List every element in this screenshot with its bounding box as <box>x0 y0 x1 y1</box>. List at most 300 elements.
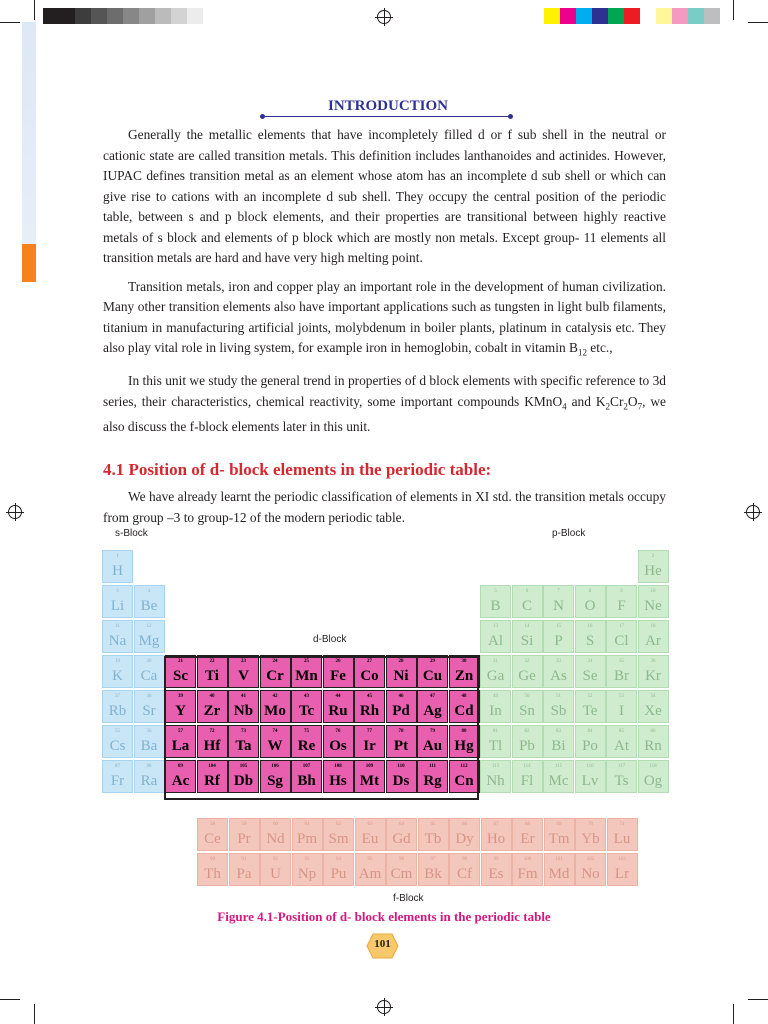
element-symbol: Sn <box>519 703 535 719</box>
element-cell-be <box>134 585 165 618</box>
element-cell-fe <box>323 655 354 688</box>
element-symbol: Sb <box>550 703 567 719</box>
atomic-number: 56 <box>146 729 152 734</box>
element-symbol: W <box>267 738 283 754</box>
element-symbol: Pm <box>296 831 317 847</box>
paragraph-2 <box>103 277 666 364</box>
element-symbol: B <box>490 598 501 614</box>
element-cell-ge <box>512 655 543 688</box>
atomic-number: 32 <box>524 659 530 664</box>
element-cell-au <box>417 725 448 758</box>
element-cell-ti <box>197 655 228 688</box>
element-symbol: Ts <box>614 773 629 789</box>
p-block-label: p-Block <box>552 528 586 539</box>
registration-target-bottom-icon <box>377 1000 391 1014</box>
atomic-number: 13 <box>493 624 498 629</box>
paragraph-1: Generally the metallic elements that have incompletely filled d or f sub shell in the neutral or cationic state are called transition metals. This definition includes lanthanoides and actinides. However, IUPAC defines transition metal as an element whose atom has an incomplete d sub shell or which can give rise to cations with an incomplete d sub shell. They occupy the central position of the periodic table, between s and p block elements, and their properties are transitional between highly reactive metals of s block and elements of p block which are mostly non metals. Except group- 11 elements all transition metals are hard and have very high melting point. <box>103 127 666 265</box>
element-symbol: V <box>238 668 249 684</box>
atomic-number: 11 <box>115 624 120 629</box>
element-symbol: Cs <box>109 738 126 754</box>
element-symbol: Te <box>582 703 598 719</box>
element-cell-cm <box>386 853 417 886</box>
crop-mark <box>34 0 35 20</box>
element-cell-in <box>480 690 511 723</box>
element-symbol: Pd <box>392 703 410 719</box>
atomic-number: 77 <box>367 729 372 734</box>
atomic-number: 113 <box>491 764 500 769</box>
element-cell-th <box>197 853 228 886</box>
element-symbol: Np <box>297 866 317 882</box>
registration-swatch <box>203 8 219 24</box>
element-cell-xe <box>638 690 669 723</box>
atomic-number: 42 <box>272 694 278 699</box>
atomic-number: 29 <box>430 659 435 664</box>
formula-subscript: 7 <box>637 401 643 412</box>
element-cell-no <box>575 853 606 886</box>
atomic-number: 90 <box>210 857 215 862</box>
formula-o: O <box>627 393 638 409</box>
element-symbol: Eu <box>361 831 379 847</box>
atomic-number: 79 <box>430 729 435 734</box>
atomic-number: 49 <box>493 694 498 699</box>
atomic-number: 102 <box>586 857 595 862</box>
element-symbol: Cn <box>454 773 474 789</box>
element-symbol: Ta <box>235 738 252 754</box>
registration-swatch <box>608 8 624 24</box>
element-cell-tl <box>480 725 511 758</box>
element-symbol: Th <box>204 866 221 882</box>
element-symbol: Hf <box>203 738 221 754</box>
element-cell-es <box>481 853 512 886</box>
element-cell-re <box>291 725 322 758</box>
element-symbol: Ne <box>644 598 662 614</box>
element-symbol: U <box>270 866 281 882</box>
element-symbol: Po <box>582 738 598 754</box>
element-symbol: C <box>521 598 532 614</box>
element-cell-mc <box>543 760 574 793</box>
atomic-number: 97 <box>430 857 436 862</box>
element-symbol: Tm <box>548 831 570 847</box>
element-cell-mn <box>291 655 322 688</box>
registration-swatch <box>544 8 560 24</box>
atomic-number: 107 <box>302 764 311 769</box>
element-symbol: Ga <box>486 668 505 684</box>
element-cell-fr <box>102 760 133 793</box>
element-cell-fm <box>512 853 543 886</box>
element-cell-ar <box>638 620 669 653</box>
atomic-number: 80 <box>461 729 467 734</box>
element-cell-o <box>575 585 606 618</box>
registration-swatch <box>576 8 592 24</box>
element-symbol: O <box>584 598 596 614</box>
element-cell-pu <box>323 853 354 886</box>
element-cell-lr <box>607 853 638 886</box>
element-cell-rn <box>638 725 669 758</box>
atomic-number: 94 <box>336 857 341 862</box>
element-symbol: Md <box>548 866 570 882</box>
element-cell-ga <box>480 655 511 688</box>
element-symbol: Br <box>614 668 629 684</box>
atomic-number: 41 <box>241 694 246 699</box>
element-symbol: Rb <box>108 703 127 719</box>
element-symbol: Pu <box>330 866 347 882</box>
atomic-number: 115 <box>554 764 563 769</box>
atomic-number: 1 <box>116 554 119 559</box>
element-symbol: Am <box>358 866 382 882</box>
element-cell-mo <box>260 690 291 723</box>
atomic-number: 57 <box>178 729 183 734</box>
element-cell-as <box>543 655 574 688</box>
atomic-number: 33 <box>556 659 561 664</box>
element-cell-rh <box>354 690 385 723</box>
element-cell-nb <box>228 690 259 723</box>
atomic-number: 26 <box>335 659 341 664</box>
element-symbol: Db <box>233 773 254 789</box>
formula-kmno4: KMnO <box>524 393 563 409</box>
element-cell-yb <box>575 818 606 851</box>
element-symbol: Gd <box>392 831 411 847</box>
element-symbol: Bi <box>551 738 566 754</box>
atomic-number: 118 <box>649 764 657 769</box>
heading-rule-dot <box>260 114 265 119</box>
d-block-label: d-Block <box>313 634 347 645</box>
element-symbol: Ti <box>205 668 219 684</box>
element-cell-tc <box>291 690 322 723</box>
element-symbol: Dy <box>455 831 474 847</box>
paragraph-2-text: Transition metals, iron and copper play an important role in the development of human civilization. Many other transition elements also have important applications such as tungsten in light bulb filaments, titanium in manufacturing artificial joints, molybdenum in boiler plants, platinum in catalysis etc. They also play vital role in living system, for example iron in hemoglobin, cobalt in vitamin <box>103 278 666 355</box>
element-symbol: Se <box>582 668 598 684</box>
element-cell-cl <box>606 620 637 653</box>
crop-mark <box>748 22 768 23</box>
element-cell-ta <box>228 725 259 758</box>
element-symbol: Zn <box>454 668 474 684</box>
element-cell-cf <box>449 853 480 886</box>
element-cell-f <box>606 585 637 618</box>
paragraph-3-end: , we also discuss the f-block elements later in this unit. <box>103 393 666 434</box>
element-symbol: Er <box>520 831 535 847</box>
element-cell-la <box>165 725 196 758</box>
element-symbol: La <box>171 738 190 754</box>
registration-swatch <box>171 8 187 24</box>
element-symbol: Nd <box>266 831 285 847</box>
atomic-number: 66 <box>462 822 467 827</box>
atomic-number: 47 <box>430 694 435 699</box>
atomic-number: 109 <box>365 764 374 769</box>
element-cell-sr <box>134 690 165 723</box>
element-cell-mt <box>354 760 385 793</box>
atomic-number: 86 <box>650 729 656 734</box>
registration-swatch <box>560 8 576 24</box>
element-cell-te <box>575 690 606 723</box>
atomic-number: 44 <box>335 694 341 699</box>
atomic-number: 59 <box>241 822 247 827</box>
registration-swatch <box>656 8 672 24</box>
element-symbol: Na <box>108 633 127 649</box>
grayscale-registration-bar <box>43 8 219 24</box>
element-symbol: Cl <box>614 633 629 649</box>
element-symbol: Rn <box>644 738 662 754</box>
atomic-number: 87 <box>115 764 120 769</box>
atomic-number: 78 <box>398 729 404 734</box>
registration-swatch <box>624 8 640 24</box>
atomic-number: 15 <box>556 624 561 629</box>
atomic-number: 8 <box>588 589 592 594</box>
element-symbol: At <box>614 738 629 754</box>
element-symbol: K <box>112 668 123 684</box>
element-symbol: Pr <box>237 831 251 847</box>
registration-swatch <box>59 8 75 24</box>
element-cell-h <box>102 550 133 583</box>
element-symbol: Lr <box>614 866 630 882</box>
atomic-number: 25 <box>304 659 309 664</box>
element-symbol: Au <box>422 738 443 754</box>
atomic-number: 28 <box>398 659 404 664</box>
element-cell-cd <box>449 690 480 723</box>
registration-swatch <box>43 8 59 24</box>
atomic-number: 106 <box>271 764 279 769</box>
element-cell-pb <box>512 725 543 758</box>
atomic-number: 10 <box>650 589 656 594</box>
element-cell-sm <box>323 818 354 851</box>
crop-mark <box>733 1004 734 1024</box>
atomic-number: 92 <box>273 857 278 862</box>
atomic-number: 39 <box>178 694 183 699</box>
element-symbol: Ni <box>393 668 409 684</box>
element-symbol: Bh <box>297 773 316 789</box>
element-cell-pm <box>292 818 323 851</box>
element-symbol: P <box>554 633 563 649</box>
crop-mark <box>0 999 20 1000</box>
crop-mark <box>733 0 734 20</box>
atomic-number: 35 <box>619 659 624 664</box>
element-symbol: Lv <box>581 773 599 789</box>
element-cell-ir <box>354 725 385 758</box>
formula-subscript: 2 <box>623 401 628 412</box>
element-symbol: Sm <box>328 831 349 847</box>
registration-swatch <box>139 8 155 24</box>
element-cell-y <box>165 690 196 723</box>
atomic-number: 24 <box>272 659 278 664</box>
atomic-number: 62 <box>336 822 341 827</box>
atomic-number: 70 <box>588 822 593 827</box>
registration-target-right-icon <box>746 505 760 519</box>
atomic-number: 105 <box>239 764 248 769</box>
atomic-number: 64 <box>399 822 404 827</box>
atomic-number: 84 <box>587 729 593 734</box>
element-symbol: Ce <box>204 831 221 847</box>
element-cell-ne <box>638 585 669 618</box>
f-block-label: f-Block <box>393 893 424 904</box>
registration-swatch <box>672 8 688 24</box>
element-symbol: Es <box>488 866 504 882</box>
element-symbol: Si <box>520 633 534 649</box>
element-cell-db <box>228 760 259 793</box>
element-symbol: Tb <box>424 831 442 847</box>
element-cell-bk <box>418 853 449 886</box>
element-cell-os <box>323 725 354 758</box>
element-symbol: Sc <box>173 668 188 684</box>
element-cell-co <box>354 655 385 688</box>
atomic-number: 67 <box>493 822 499 827</box>
element-symbol: Ca <box>140 668 158 684</box>
atomic-number: 112 <box>460 764 468 769</box>
registration-swatch <box>155 8 171 24</box>
element-symbol: He <box>644 563 662 579</box>
element-cell-er <box>512 818 543 851</box>
page-number: 101 <box>374 938 391 950</box>
element-symbol: Rh <box>359 703 380 719</box>
element-symbol: Lu <box>613 831 631 847</box>
element-cell-sc <box>165 655 196 688</box>
element-cell-c <box>512 585 543 618</box>
element-cell-ac <box>165 760 196 793</box>
paragraph-3-and: and <box>566 393 596 409</box>
s-block-label: s-Block <box>115 528 148 539</box>
paragraph-2-end: etc., <box>586 340 613 355</box>
element-cell-ts <box>606 760 637 793</box>
element-symbol: Ar <box>645 633 661 649</box>
atomic-number: 27 <box>367 659 372 664</box>
element-symbol: H <box>112 563 123 579</box>
atomic-number: 83 <box>556 729 561 734</box>
element-symbol: Hg <box>454 738 474 754</box>
element-cell-nd <box>260 818 291 851</box>
atomic-number: 95 <box>367 857 373 862</box>
atomic-number: 114 <box>523 764 531 769</box>
element-symbol: Cu <box>422 668 443 684</box>
element-symbol: Mo <box>264 703 286 719</box>
atomic-number: 46 <box>398 694 404 699</box>
registration-swatch <box>75 8 91 24</box>
paragraph-3-text: In this unit we study the general trend in properties of d block elements with specific reference to 3d series, their characteristics, chemical reactivity, some important compounds <box>103 373 666 409</box>
element-cell-i <box>606 690 637 723</box>
element-cell-cs <box>102 725 133 758</box>
element-cell-rf <box>197 760 228 793</box>
vitamin-b: B <box>569 340 578 355</box>
figure-caption: Figure 4.1-Position of d- block elements in the periodic table <box>217 909 551 924</box>
formula-subscript: 2 <box>605 401 611 412</box>
element-cell-hs <box>323 760 354 793</box>
atomic-number: 72 <box>209 729 215 734</box>
atomic-number: 76 <box>335 729 341 734</box>
element-symbol: Fe <box>330 668 346 684</box>
element-cell-mg <box>134 620 165 653</box>
element-symbol: Kr <box>645 668 661 684</box>
element-symbol: Xe <box>644 703 662 719</box>
element-symbol: No <box>581 866 600 882</box>
element-cell-gd <box>386 818 417 851</box>
element-cell-w <box>260 725 291 758</box>
element-symbol: Cm <box>390 866 413 882</box>
atomic-number: 65 <box>430 822 436 827</box>
atomic-number: 12 <box>146 624 152 629</box>
element-cell-pt <box>386 725 417 758</box>
element-cell-n <box>543 585 574 618</box>
atomic-number: 63 <box>367 822 373 827</box>
element-cell-p <box>543 620 574 653</box>
element-cell-am <box>355 853 386 886</box>
element-symbol: Pa <box>236 866 252 882</box>
element-cell-ra <box>134 760 165 793</box>
atomic-number: 50 <box>524 694 530 699</box>
element-cell-dy <box>449 818 480 851</box>
element-cell-kr <box>638 655 669 688</box>
element-symbol: Re <box>297 738 316 754</box>
intro-text <box>103 125 666 437</box>
atomic-number: 85 <box>619 729 624 734</box>
element-cell-tm <box>544 818 575 851</box>
atomic-number: 54 <box>650 694 656 699</box>
element-cell-ds <box>386 760 417 793</box>
element-cell-br <box>606 655 637 688</box>
element-cell-ag <box>417 690 448 723</box>
atomic-number: 4 <box>147 589 151 594</box>
atomic-number: 23 <box>241 659 246 664</box>
element-cell-zn <box>449 655 480 688</box>
element-cell-si <box>512 620 543 653</box>
element-symbol: Ag <box>423 703 442 719</box>
element-cell-bi <box>543 725 574 758</box>
element-symbol: Bk <box>424 866 442 882</box>
atomic-number: 55 <box>115 729 120 734</box>
atomic-number: 108 <box>334 764 342 769</box>
atomic-number: 81 <box>493 729 498 734</box>
element-symbol: I <box>619 703 624 719</box>
atomic-number: 14 <box>524 624 530 629</box>
element-cell-rg <box>417 760 448 793</box>
atomic-number: 43 <box>304 694 309 699</box>
element-symbol: Ba <box>140 738 158 754</box>
atomic-number: 30 <box>461 659 467 664</box>
formula-subscript: 4 <box>562 401 567 412</box>
registration-swatch <box>123 8 139 24</box>
element-symbol: Hs <box>329 773 347 789</box>
element-symbol: Mc <box>548 773 569 789</box>
element-symbol: Zr <box>203 703 221 719</box>
crop-mark <box>34 1004 35 1024</box>
atomic-number: 88 <box>146 764 152 769</box>
atomic-number: 82 <box>524 729 530 734</box>
atomic-number: 96 <box>399 857 404 862</box>
sidebar-accent <box>22 244 36 282</box>
atomic-number: 22 <box>209 659 215 664</box>
element-cell-sb <box>543 690 574 723</box>
atomic-number: 101 <box>555 857 563 862</box>
element-cell-s <box>575 620 606 653</box>
element-symbol: As <box>550 668 567 684</box>
element-cell-at <box>606 725 637 758</box>
element-symbol: Cd <box>454 703 474 719</box>
element-cell-zr <box>197 690 228 723</box>
element-symbol: Tc <box>298 703 315 719</box>
element-cell-lu <box>607 818 638 851</box>
element-cell-se <box>575 655 606 688</box>
atomic-number: 19 <box>115 659 120 664</box>
registration-swatch <box>688 8 704 24</box>
atomic-number: 99 <box>493 857 499 862</box>
element-symbol: Mg <box>138 633 160 649</box>
element-symbol: Nh <box>486 773 505 789</box>
element-cell-lv <box>575 760 606 793</box>
atomic-number: 103 <box>618 857 626 862</box>
element-cell-po <box>575 725 606 758</box>
section-text: We have already learnt the periodic classification of elements in XI std. the transition metals occupy from group –3 to group-12 of the modern periodic table. <box>103 489 666 525</box>
element-symbol: Co <box>360 668 379 684</box>
registration-swatch <box>107 8 123 24</box>
element-cell-np <box>292 853 323 886</box>
element-cell-v <box>228 655 259 688</box>
registration-swatch <box>704 8 720 24</box>
